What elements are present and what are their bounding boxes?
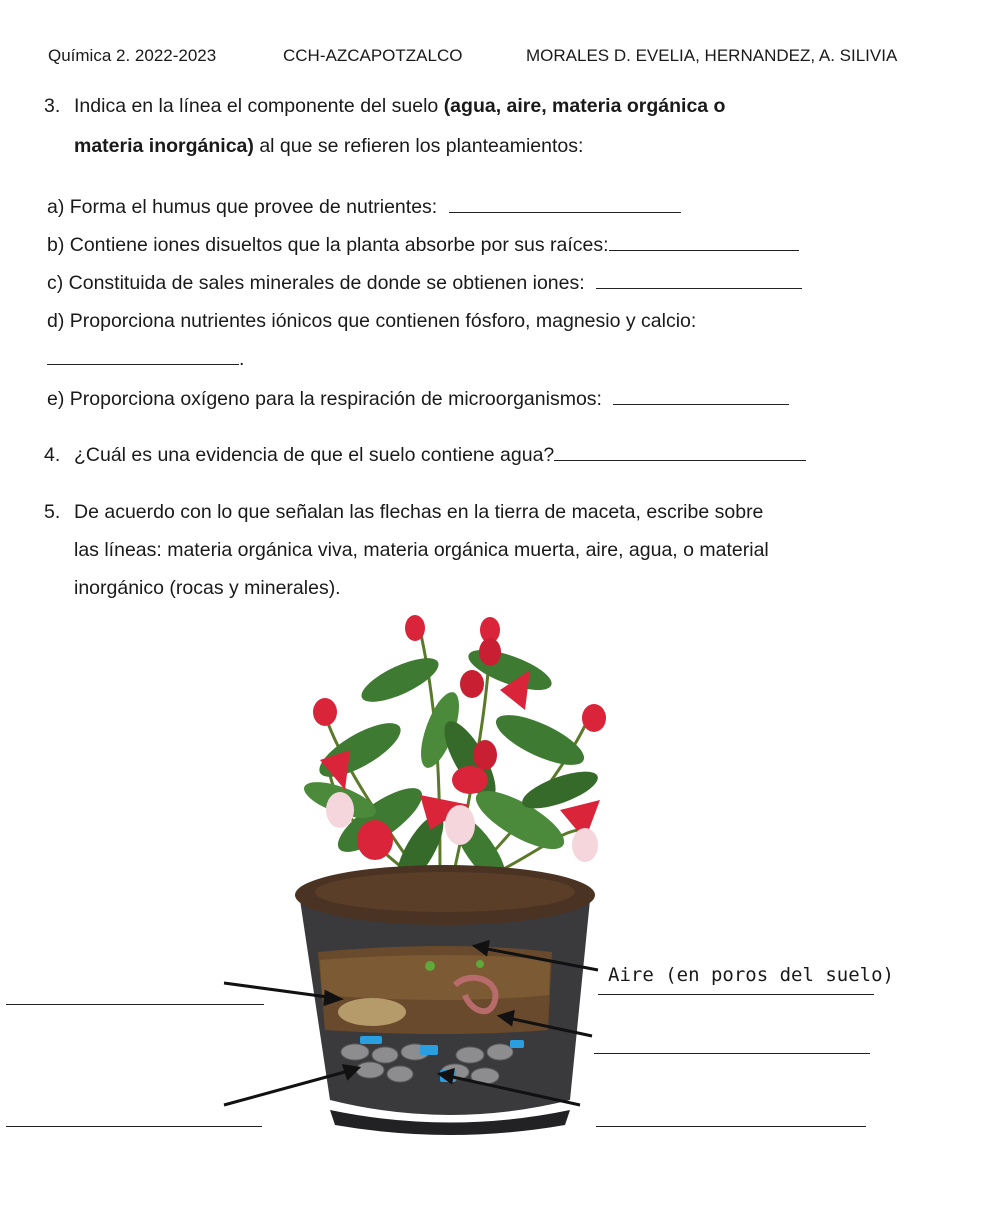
item-b	[47, 234, 799, 257]
answer-line-4[interactable]	[554, 459, 806, 461]
item-e	[47, 388, 789, 411]
item-a-label: a) Forma el humus que provee de nutrientes:	[47, 196, 438, 218]
question-4	[44, 441, 806, 469]
answer-line-left-top[interactable]	[6, 1004, 264, 1005]
item-b-label: b) Contiene iones disueltos que la planta absorbe por sus raíces:	[47, 234, 609, 256]
answer-line-left-bottom[interactable]	[6, 1126, 262, 1127]
header-course: Química 2. 2022-2023	[48, 46, 217, 65]
potted-plant-figure	[0, 600, 1004, 1160]
header-authors: MORALES D. EVELIA, HERNANDEZ, A. SILIVIA	[526, 46, 898, 65]
question-5-line1: De acuerdo con lo que señalan las flechas en la tierra de maceta, escribe sobre	[74, 501, 764, 523]
question-5-line2: las líneas: materia orgánica viva, materia orgánica muerta, aire, agua, o material	[74, 539, 769, 561]
answer-line-b[interactable]	[609, 249, 799, 251]
answer-line-right-bottom[interactable]	[596, 1126, 866, 1127]
label-air-in-soil-pores: Aire (en poros del suelo)	[608, 964, 894, 986]
question-3-text-before: Indica en la línea el componente del suelo	[74, 95, 439, 117]
question-3-bold-a: (agua, aire, materia orgánica o	[443, 95, 726, 117]
answer-line-c[interactable]	[596, 287, 802, 289]
question-5	[44, 498, 874, 602]
answer-line-a[interactable]	[449, 211, 681, 213]
item-c	[47, 272, 802, 295]
answer-line-e[interactable]	[613, 403, 789, 405]
question-5-line3: inorgánico (rocas y minerales).	[74, 577, 341, 599]
question-4-number: 4.	[44, 444, 61, 466]
item-e-label: e) Proporciona oxígeno para la respiración de microorganismos:	[47, 388, 602, 410]
question-5-number: 5.	[44, 501, 61, 523]
answer-line-right-middle[interactable]	[594, 1053, 870, 1054]
answer-line-right-top[interactable]	[598, 994, 874, 995]
item-c-label: c) Constituida de sales minerales de donde se obtienen iones:	[47, 272, 585, 294]
answer-line-d[interactable]	[47, 363, 239, 365]
item-d-answer	[47, 348, 244, 371]
question-3	[44, 92, 874, 160]
item-a	[47, 196, 681, 219]
seed-shell	[338, 998, 406, 1026]
question-3-bold-b: materia inorgánica)	[74, 135, 254, 157]
item-d-suffix: .	[239, 348, 245, 370]
question-3-number: 3.	[44, 95, 61, 117]
item-d-label: d) Proporciona nutrientes iónicos que contienen fósforo, magnesio y calcio:	[47, 310, 697, 332]
item-d	[47, 310, 865, 333]
header-school: CCH-AZCAPOTZALCO	[283, 46, 463, 65]
question-3-text-after: al que se refieren los planteamientos:	[259, 135, 584, 157]
question-4-text: ¿Cuál es una evidencia de que el suelo contiene agua?	[74, 444, 555, 466]
